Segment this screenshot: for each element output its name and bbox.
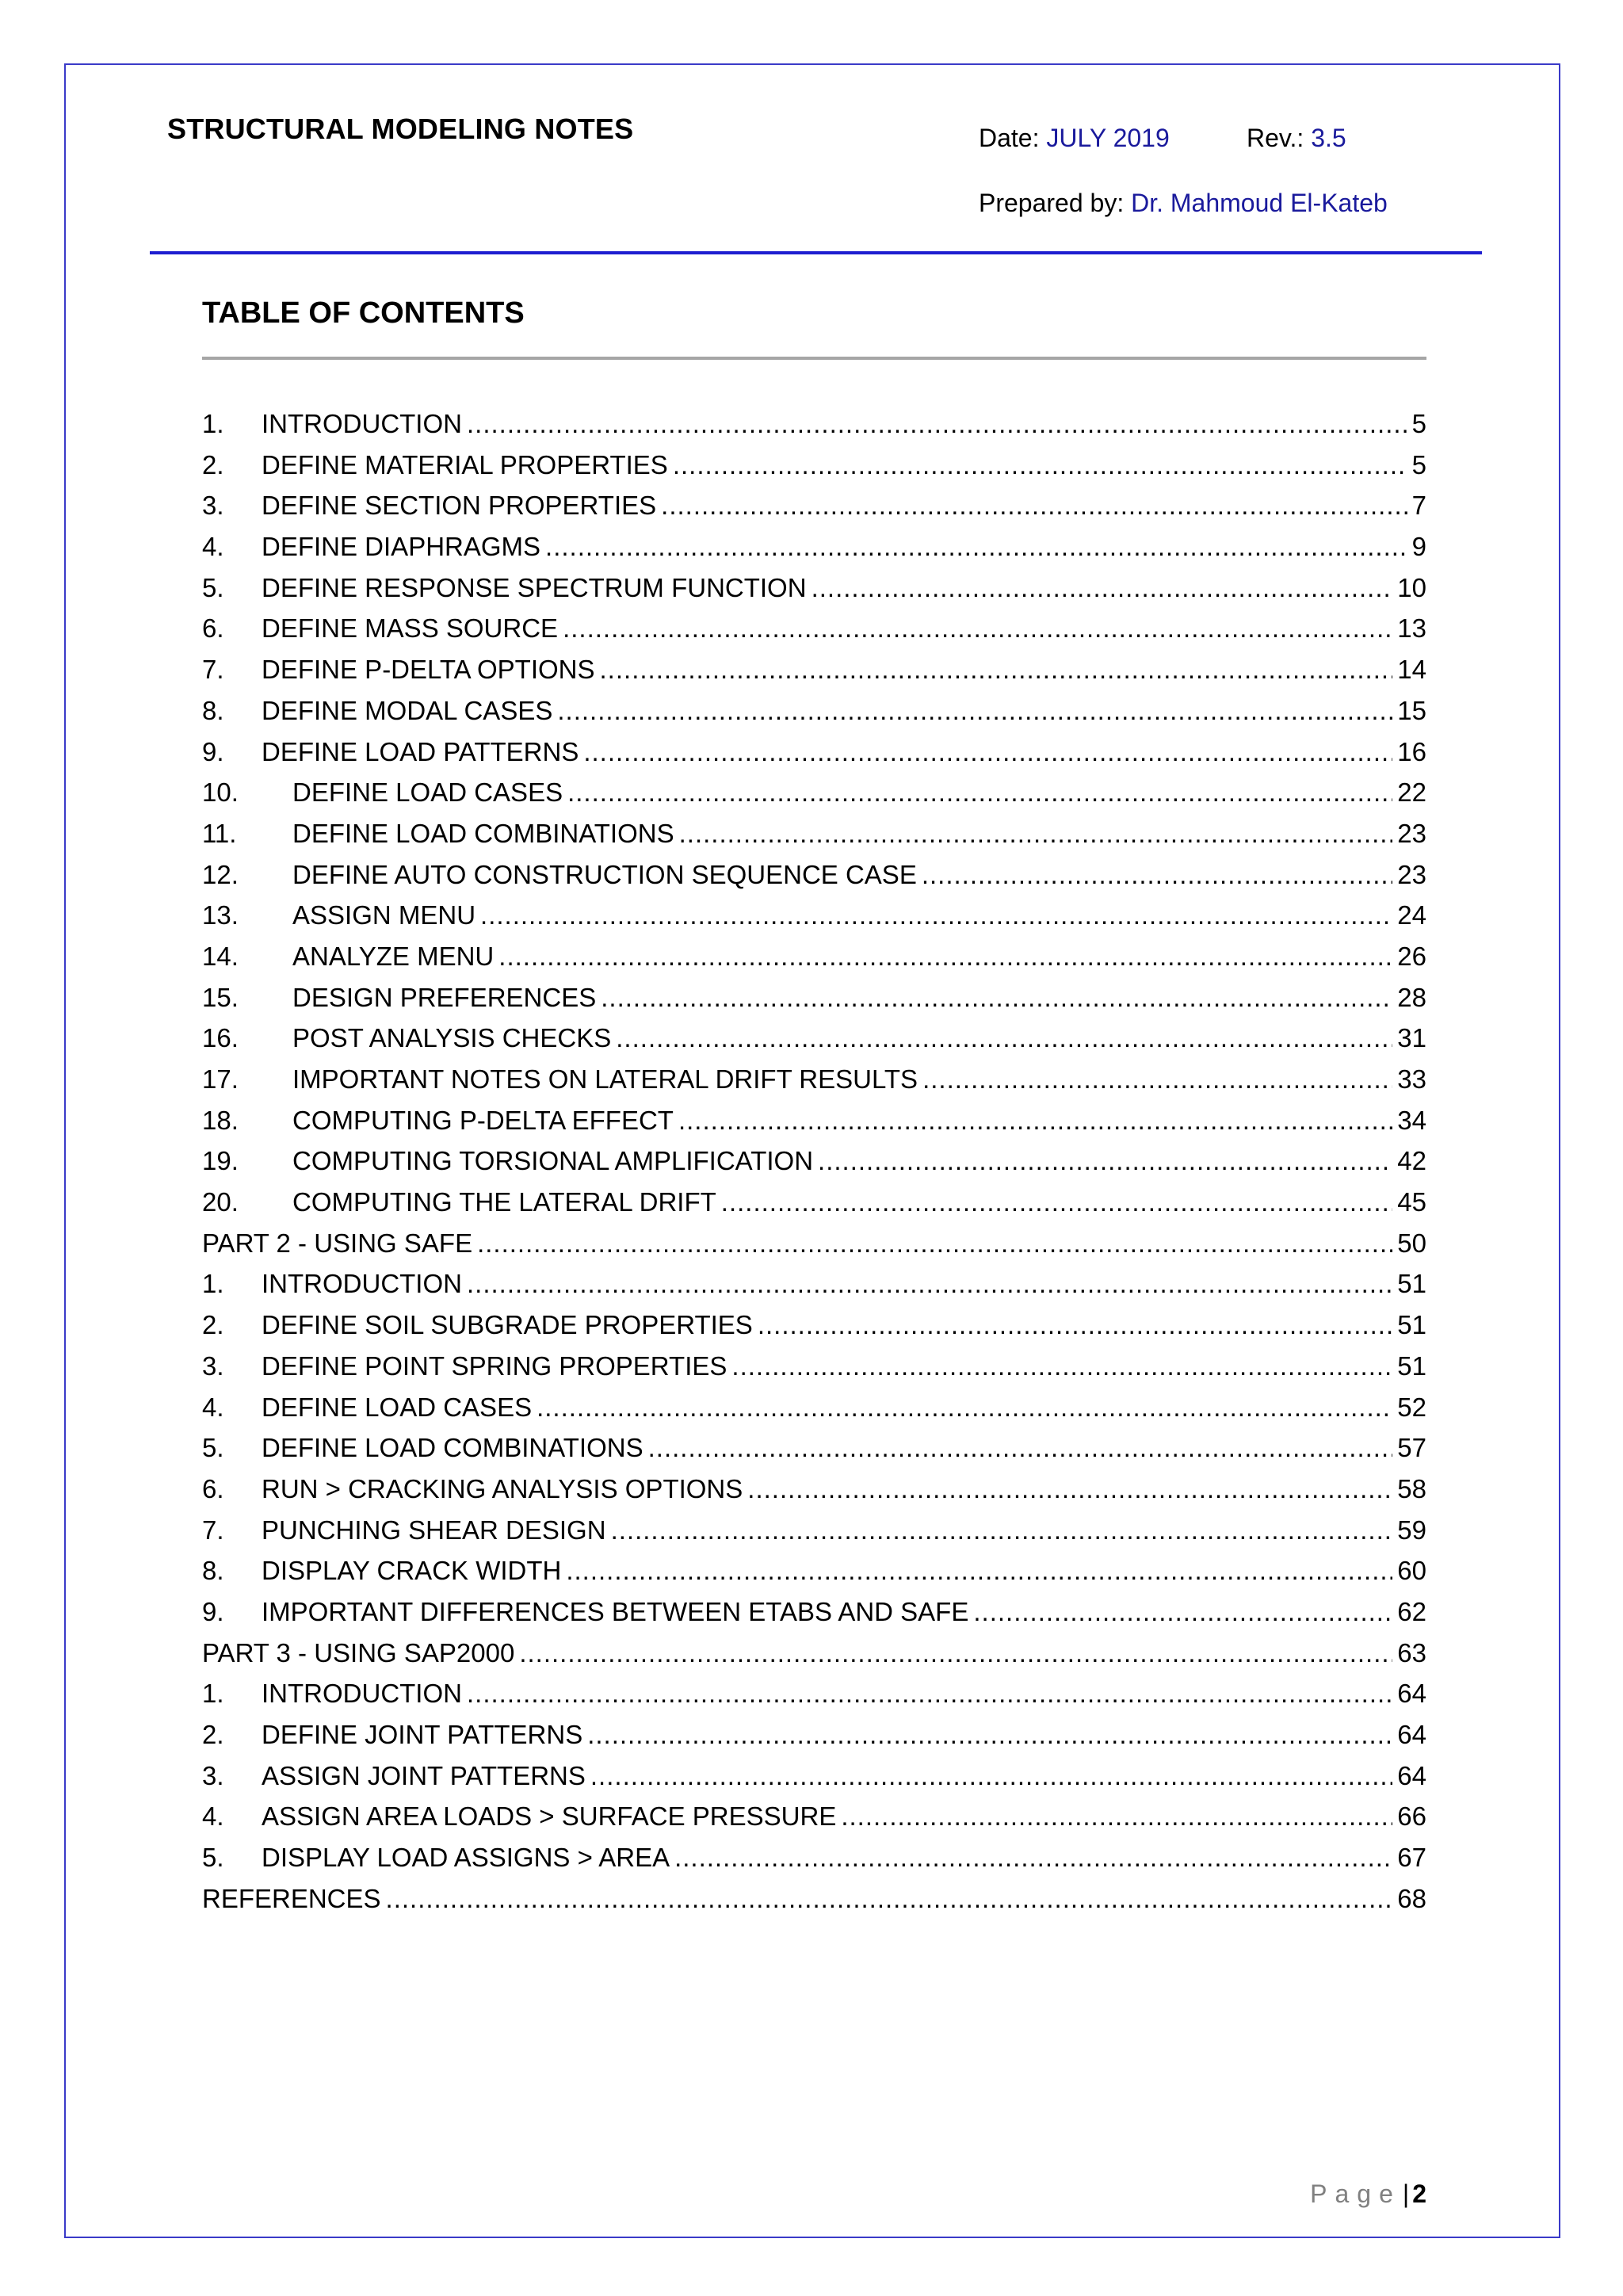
toc-entry-number: 4.: [202, 1392, 224, 1422]
toc-dot-leader: [611, 1510, 1393, 1551]
date-value: JULY 2019: [1046, 124, 1170, 152]
toc-entry-title: DEFINE LOAD PATTERNS: [262, 736, 579, 766]
toc-dot-leader: [922, 854, 1392, 896]
toc-entry-number: 15.: [202, 982, 239, 1012]
toc-entry-page: 64: [1397, 1679, 1426, 1709]
toc-entry-page: 22: [1397, 777, 1426, 808]
toc-dot-leader: [674, 1837, 1392, 1878]
toc-entry-number: 4.: [202, 532, 224, 562]
toc-dot-leader: [648, 1427, 1393, 1469]
toc-dot-leader: [922, 1059, 1392, 1100]
toc-dot-leader: [661, 485, 1407, 526]
toc-entry[interactable]: [202, 1059, 1426, 1100]
toc-entry[interactable]: [202, 567, 1426, 609]
toc-dot-leader: [557, 690, 1392, 732]
toc-entry-page: 26: [1397, 941, 1426, 971]
toc-entry-title: PART 2 - USING SAFE: [202, 1228, 473, 1258]
prepared-by-value: Dr. Mahmoud El-Kateb: [1131, 189, 1388, 217]
toc-entry-number: 18.: [202, 1105, 239, 1135]
toc-entry[interactable]: [202, 813, 1426, 854]
toc-entry-page: 57: [1397, 1433, 1426, 1463]
toc-entry-title: REFERENCES: [202, 1883, 381, 1913]
date-label: Date:: [979, 124, 1040, 152]
table-of-contents: [202, 403, 1426, 1919]
toc-entry-number: 14.: [202, 941, 239, 971]
toc-entry[interactable]: [202, 1018, 1426, 1059]
toc-entry-page: 58: [1397, 1473, 1426, 1503]
toc-dot-leader: [679, 813, 1393, 854]
toc-dot-leader: [563, 608, 1392, 649]
toc-dot-leader: [467, 1673, 1392, 1714]
toc-entry-number: 6.: [202, 613, 224, 644]
toc-dot-leader: [678, 1100, 1392, 1141]
toc-entry-page: 50: [1397, 1228, 1426, 1258]
toc-entry-page: 34: [1397, 1105, 1426, 1135]
toc-dot-leader: [973, 1591, 1392, 1633]
toc-entry-number: 2.: [202, 1310, 224, 1340]
toc-entry-page: 60: [1397, 1556, 1426, 1586]
toc-entry-title: DEFINE MODAL CASES: [262, 695, 553, 725]
toc-entry-title: IMPORTANT NOTES ON LATERAL DRIFT RESULTS: [292, 1064, 918, 1094]
toc-entry[interactable]: [202, 1796, 1426, 1837]
toc-entry-number: 5.: [202, 1843, 224, 1873]
toc-entry-page: 7: [1411, 491, 1426, 521]
toc-entry[interactable]: [202, 1878, 1426, 1920]
toc-dot-leader: [590, 1755, 1392, 1797]
toc-dot-leader: [537, 1387, 1392, 1428]
toc-entry[interactable]: [202, 690, 1426, 732]
toc-entry-page: 5: [1411, 409, 1426, 438]
toc-entry-title: DEFINE POINT SPRING PROPERTIES: [262, 1350, 727, 1381]
toc-entry-page: 64: [1397, 1720, 1426, 1749]
toc-entry-page: 63: [1397, 1637, 1426, 1668]
toc-entry-page: 33: [1397, 1064, 1426, 1094]
toc-heading: TABLE OF CONTENTS: [202, 296, 525, 330]
toc-entry-title: DEFINE LOAD COMBINATIONS: [292, 818, 674, 848]
toc-entry-number: 9.: [202, 736, 224, 766]
toc-dot-leader: [812, 567, 1393, 609]
toc-entry[interactable]: [202, 1633, 1426, 1674]
date-line: [979, 124, 1170, 153]
toc-entry-number: 8.: [202, 1556, 224, 1586]
toc-entry-page: 45: [1397, 1187, 1426, 1217]
toc-entry[interactable]: [202, 1755, 1426, 1797]
toc-entry-page: 52: [1397, 1392, 1426, 1422]
toc-entry-page: 67: [1397, 1843, 1426, 1873]
toc-entry-title: INTRODUCTION: [262, 409, 462, 438]
toc-entry-title: ASSIGN JOINT PATTERNS: [262, 1760, 586, 1790]
toc-entry-page: 68: [1397, 1883, 1426, 1913]
toc-entry-title: DEFINE DIAPHRAGMS: [262, 532, 541, 562]
toc-dot-leader: [519, 1633, 1392, 1674]
toc-entry-page: 51: [1397, 1269, 1426, 1299]
toc-entry-number: 17.: [202, 1064, 239, 1094]
toc-entry-number: 12.: [202, 859, 239, 889]
toc-dot-leader: [498, 936, 1392, 977]
toc-entry-title: DEFINE LOAD COMBINATIONS: [262, 1433, 643, 1463]
toc-entry[interactable]: [202, 1591, 1426, 1633]
toc-entry-title: DISPLAY LOAD ASSIGNS > AREA: [262, 1843, 670, 1873]
toc-entry[interactable]: [202, 1263, 1426, 1305]
toc-entry-title: DEFINE LOAD CASES: [262, 1392, 533, 1422]
toc-entry-page: 66: [1397, 1801, 1426, 1832]
toc-entry[interactable]: [202, 1427, 1426, 1469]
toc-dot-leader: [600, 649, 1393, 690]
toc-entry-number: 16.: [202, 1023, 239, 1053]
toc-entry-page: 5: [1411, 449, 1426, 479]
toc-dot-leader: [601, 977, 1392, 1018]
toc-entry-title: DEFINE RESPONSE SPECTRUM FUNCTION: [262, 572, 807, 602]
toc-entry-title: DESIGN PREFERENCES: [292, 982, 597, 1012]
toc-entry-page: 64: [1397, 1760, 1426, 1790]
toc-entry[interactable]: [202, 445, 1426, 486]
toc-entry-page: 62: [1397, 1596, 1426, 1626]
toc-entry[interactable]: [202, 1223, 1426, 1264]
toc-entry-page: 24: [1397, 900, 1426, 930]
toc-entry-page: 15: [1397, 695, 1426, 725]
toc-entry-title: DEFINE LOAD CASES: [292, 777, 563, 808]
toc-entry-number: 20.: [202, 1187, 239, 1217]
toc-dot-leader: [587, 1714, 1392, 1755]
toc-entry-title: DEFINE P-DELTA OPTIONS: [262, 655, 595, 685]
toc-dot-leader: [480, 895, 1392, 936]
toc-entry[interactable]: [202, 1100, 1426, 1141]
toc-entry-title: DEFINE SOIL SUBGRADE PROPERTIES: [262, 1310, 753, 1340]
toc-entry-title: DEFINE JOINT PATTERNS: [262, 1720, 583, 1749]
toc-entry-number: 6.: [202, 1473, 224, 1503]
toc-entry-number: 1.: [202, 1679, 224, 1709]
toc-entry-page: 16: [1397, 736, 1426, 766]
toc-entry-page: 13: [1397, 613, 1426, 644]
toc-divider: [202, 357, 1426, 360]
toc-entry[interactable]: [202, 1837, 1426, 1878]
toc-entry[interactable]: [202, 1182, 1426, 1223]
toc-dot-leader: [721, 1182, 1393, 1223]
toc-entry-page: 51: [1397, 1310, 1426, 1340]
prepared-by-line: [979, 189, 1388, 218]
toc-entry[interactable]: [202, 1714, 1426, 1755]
toc-entry-number: 7.: [202, 655, 224, 685]
toc-dot-leader: [566, 1550, 1392, 1591]
prepared-by-label: Prepared by:: [979, 189, 1125, 217]
toc-entry-number: 2.: [202, 449, 224, 479]
toc-entry-title: ASSIGN AREA LOADS > SURFACE PRESSURE: [262, 1801, 837, 1832]
toc-entry-title: POST ANALYSIS CHECKS: [292, 1023, 612, 1053]
revision-line: [1247, 124, 1346, 153]
toc-entry-page: 51: [1397, 1350, 1426, 1381]
toc-entry-page: 14: [1397, 655, 1426, 685]
revision-label: Rev.:: [1247, 124, 1304, 152]
toc-entry-title: COMPUTING THE LATERAL DRIFT: [292, 1187, 716, 1217]
page-separator: |: [1402, 2179, 1410, 2208]
toc-entry[interactable]: [202, 1346, 1426, 1387]
toc-dot-leader: [731, 1346, 1392, 1387]
toc-entry[interactable]: [202, 1387, 1426, 1428]
revision-value: 3.5: [1311, 124, 1346, 152]
toc-entry-title: DEFINE AUTO CONSTRUCTION SEQUENCE CASE: [292, 859, 917, 889]
toc-entry-title: COMPUTING P-DELTA EFFECT: [292, 1105, 674, 1135]
toc-entry-number: 4.: [202, 1801, 224, 1832]
toc-entry[interactable]: [202, 649, 1426, 690]
toc-entry-number: 3.: [202, 491, 224, 521]
toc-entry-title: ANALYZE MENU: [292, 941, 495, 971]
toc-entry-title: PART 3 - USING SAP2000: [202, 1637, 515, 1668]
toc-entry-number: 1.: [202, 409, 224, 438]
toc-entry[interactable]: [202, 772, 1426, 813]
toc-entry-title: DEFINE MASS SOURCE: [262, 613, 559, 644]
toc-entry[interactable]: [202, 732, 1426, 773]
document-title: STRUCTURAL MODELING NOTES: [167, 113, 634, 145]
toc-entry[interactable]: [202, 1305, 1426, 1346]
toc-entry-page: 28: [1397, 982, 1426, 1012]
toc-dot-leader: [841, 1796, 1392, 1837]
toc-dot-leader: [758, 1305, 1392, 1346]
toc-entry-title: RUN > CRACKING ANALYSIS OPTIONS: [262, 1473, 743, 1503]
toc-dot-leader: [673, 445, 1407, 486]
toc-dot-leader: [747, 1469, 1392, 1510]
toc-dot-leader: [583, 732, 1392, 773]
toc-dot-leader: [467, 403, 1407, 445]
toc-entry[interactable]: [202, 1673, 1426, 1714]
toc-entry-page: 42: [1397, 1146, 1426, 1176]
toc-entry-number: 11.: [202, 818, 237, 848]
toc-entry[interactable]: [202, 977, 1426, 1018]
toc-entry-number: 3.: [202, 1760, 224, 1790]
toc-entry[interactable]: [202, 936, 1426, 977]
toc-entry[interactable]: [202, 1140, 1426, 1182]
toc-entry[interactable]: [202, 1550, 1426, 1591]
toc-dot-leader: [386, 1878, 1393, 1920]
toc-entry-number: 9.: [202, 1596, 224, 1626]
toc-entry-page: 9: [1411, 532, 1426, 562]
toc-entry-page: 23: [1397, 859, 1426, 889]
toc-entry-number: 10.: [202, 777, 239, 808]
toc-entry-page: 23: [1397, 818, 1426, 848]
toc-entry[interactable]: [202, 1510, 1426, 1551]
toc-entry-number: 2.: [202, 1720, 224, 1749]
toc-entry[interactable]: [202, 1469, 1426, 1510]
toc-entry[interactable]: [202, 854, 1426, 896]
toc-entry-title: DISPLAY CRACK WIDTH: [262, 1556, 562, 1586]
toc-entry-number: 5.: [202, 572, 224, 602]
toc-entry-number: 3.: [202, 1350, 224, 1381]
toc-entry-number: 19.: [202, 1146, 239, 1176]
toc-dot-leader: [477, 1223, 1392, 1264]
toc-entry-page: 10: [1397, 572, 1426, 602]
toc-entry-title: ASSIGN MENU: [292, 900, 476, 930]
toc-entry-title: PUNCHING SHEAR DESIGN: [262, 1515, 606, 1545]
toc-entry-page: 59: [1397, 1515, 1426, 1545]
toc-dot-leader: [818, 1140, 1392, 1182]
toc-entry[interactable]: [202, 608, 1426, 649]
toc-dot-leader: [616, 1018, 1392, 1059]
toc-entry-number: 1.: [202, 1269, 224, 1299]
toc-entry[interactable]: [202, 485, 1426, 526]
toc-dot-leader: [467, 1263, 1392, 1305]
toc-dot-leader: [567, 772, 1392, 813]
page-footer: [1310, 2179, 1426, 2209]
toc-entry-title: DEFINE SECTION PROPERTIES: [262, 491, 657, 521]
page-number: 2: [1412, 2179, 1426, 2208]
toc-entry-title: INTRODUCTION: [262, 1269, 462, 1299]
toc-entry-title: INTRODUCTION: [262, 1679, 462, 1709]
toc-entry-page: 31: [1397, 1023, 1426, 1053]
toc-entry[interactable]: [202, 895, 1426, 936]
toc-entry-number: 5.: [202, 1433, 224, 1463]
toc-entry[interactable]: [202, 526, 1426, 567]
toc-entry[interactable]: [202, 403, 1426, 445]
toc-entry-title: COMPUTING TORSIONAL AMPLIFICATION: [292, 1146, 814, 1176]
toc-dot-leader: [545, 526, 1407, 567]
toc-entry-number: 7.: [202, 1515, 224, 1545]
toc-entry-title: DEFINE MATERIAL PROPERTIES: [262, 449, 668, 479]
header-divider: [150, 251, 1482, 254]
page-word: Page: [1310, 2179, 1401, 2208]
toc-entry-number: 13.: [202, 900, 239, 930]
toc-entry-number: 8.: [202, 695, 224, 725]
toc-entry-title: IMPORTANT DIFFERENCES BETWEEN ETABS AND SAFE: [262, 1596, 969, 1626]
